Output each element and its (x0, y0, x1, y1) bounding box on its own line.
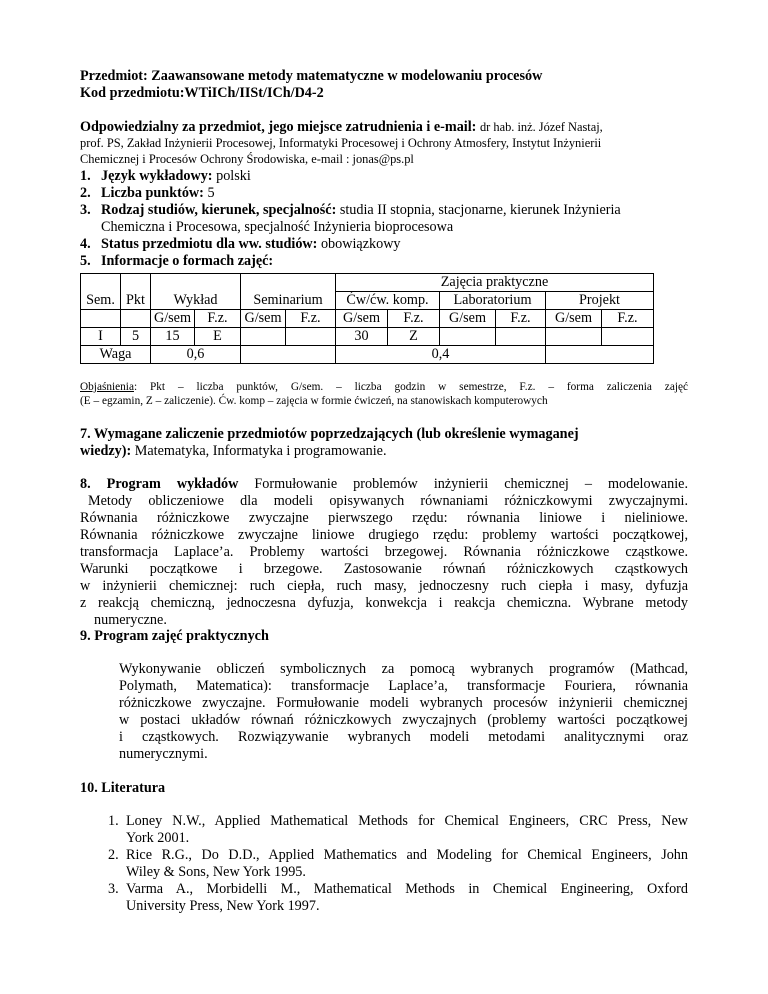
item-language: 1. Język wykładowy: polski (80, 168, 251, 184)
section-9-line-3: różniczkowe zwyczajne. Formułowanie modeli wybranych procesów inżynierii chemicznej (119, 695, 688, 711)
wyklad-fz-header: F.z. (195, 310, 241, 328)
section-8-line-7: w inżynierii chemicznej: ruch ciepła, ruch masy, jednoczesny ruch ciepła i masy, dyfuzja (80, 578, 688, 594)
ref-1-line-2: York 2001. (126, 830, 190, 846)
ref-2-num: 2. (108, 847, 119, 863)
cwiczenia-gsem-header: G/sem (336, 310, 388, 328)
seminarium-header: Seminarium (241, 292, 336, 310)
explanation-line-2: (E – egzamin, Z – zaliczenie). Ćw. komp – zajęcia w formie ćwiczeń, na stanowiskach komputerowych (80, 395, 548, 407)
section-10-heading: 10. Literatura (80, 780, 166, 796)
ref-3-num: 3. (108, 881, 119, 897)
section-9-line-5: i cząstkowych. Rozwiązywanie wybranych modeli metodami analitycznymi oraz (119, 729, 688, 745)
item-study-type: 3. Rodzaj studiów, kierunek, specjalność: studia II stopnia, stacjonarne, kierunek Inżynieria (80, 202, 621, 218)
waga-label: Waga (81, 346, 151, 364)
explanation-line-1: : Pkt – liczba punktów, G/sem. – liczba godzin w semestrze, F.z. – forma zaliczenia zajęć (133, 381, 688, 393)
section-9-line-2: Polymath, Matematica): transformacje Laplace’a, transformacje Fouriera, równania (119, 678, 688, 694)
section-9-line-4: w postaci układów równań różniczkowych zwyczajnych (problemy wartości początkowej (119, 712, 688, 728)
explanation-label: Objaśnienia (80, 381, 134, 393)
row-pkt: 5 (121, 328, 151, 346)
ref-1-line-1: Loney N.W., Applied Mathematical Methods for Chemical Engineers, CRC Press, New (126, 813, 688, 829)
ref-2-line-2: Wiley & Sons, New York 1995. (126, 864, 306, 880)
section-8-line-9: numeryczne. (94, 612, 167, 628)
wyklad-header: Wykład (151, 292, 241, 310)
row-sem: I (81, 328, 121, 346)
practical-header: Zajęcia praktyczne (336, 274, 654, 292)
sem-header: Sem. (81, 292, 121, 310)
responsible-line-1 (80, 119, 603, 136)
section-8-line-8: z reakcją chemiczną, jednoczesna dyfuzja, konwekcja i reakcja chemiczna. Wybrane metody (80, 595, 688, 611)
section-9-line-6: numerycznymi. (119, 746, 208, 762)
section-8-line-5: transformacja Laplace’a. Problemy wartości brzegowej. Równania różniczkowe cząstkowe. (80, 544, 688, 560)
laboratorium-gsem-header: G/sem (440, 310, 496, 328)
ref-2-line-1: Rice R.G., Do D.D., Applied Mathematics and Modeling for Chemical Engineers, John (126, 847, 688, 863)
item-status: 4. Status przedmiotu dla ww. studiów: obowiązkowy (80, 236, 401, 252)
responsible-line-2: prof. PS, Zakład Inżynierii Procesowej, Informatyki Procesowej i Ochrony Atmosfery, Instytut Inżynierii (80, 136, 602, 150)
section-8-line-2: Metody obliczeniowe dla modeli opisywanych równaniami różniczkowymi zwyczajnymi. (88, 493, 688, 509)
responsible-name: dr hab. inż. Józef Nastaj, (479, 120, 603, 134)
cwiczenia-header: Ćw/ćw. komp. (336, 292, 440, 310)
section-8-line-1: 8. Program wykładów Formułowanie problemów inżynierii chemicznej – modelowanie. (80, 476, 688, 492)
cwiczenia-fz-header: F.z. (388, 310, 440, 328)
seminarium-fz-header: F.z. (286, 310, 336, 328)
section-8-line-4: Równania różniczkowe zwyczajne liniowe drugiego rzędu: problemy wartości początkowej, (80, 527, 688, 543)
waga-practical: 0,4 (336, 346, 546, 364)
wyklad-gsem: 15 (151, 328, 195, 346)
responsible-label: Odpowiedzialny za przedmiot, jego miejsce zatrudnienia i e-mail: (80, 119, 477, 135)
section-8-line-6: Warunki początkowe i brzegowe. Zastosowanie równań różniczkowych cząstkowych (80, 561, 688, 577)
section-8-line-3: Równania różniczkowe zwyczajne pierwszego rzędu: równania liniowe i nieliniowe. (80, 510, 688, 526)
cwiczenia-fz: Z (388, 328, 440, 346)
ref-3-line-1: Varma A., Morbidelli M., Mathematical Methods in Chemical Engineering, Oxford (126, 881, 688, 897)
subject-title: Przedmiot: Zaawansowane metody matematyczne w modelowaniu procesów (80, 68, 543, 84)
item-forms: 5. Informacje o formach zajęć: (80, 253, 274, 269)
section-7-line-2: wiedzy): Matematyka, Informatyka i programowanie. (80, 443, 387, 459)
projekt-gsem-header: G/sem (546, 310, 602, 328)
section-9-line-1: Wykonywanie obliczeń symbolicznych za pomocą wybranych programów (Mathcad, (119, 661, 688, 677)
item-study-type-cont: Chemiczna i Procesowa, specjalność Inżynieria bioprocesowa (101, 219, 454, 235)
section-8-heading: 8. Program wykładów (80, 476, 239, 492)
seminarium-gsem-header: G/sem (241, 310, 286, 328)
projekt-header: Projekt (546, 292, 654, 310)
laboratorium-fz-header: F.z. (496, 310, 546, 328)
waga-wyklad: 0,6 (151, 346, 241, 364)
pkt-header: Pkt (121, 292, 151, 310)
classes-table (80, 273, 654, 364)
course-code: Kod przedmiotu:WTiICh/IISt/ICh/D4-2 (80, 85, 324, 101)
wyklad-gsem-header: G/sem (151, 310, 195, 328)
cwiczenia-gsem: 30 (336, 328, 388, 346)
wyklad-fz: E (195, 328, 241, 346)
responsible-line-3: Chemicznej i Procesów Ochrony Środowiska, e-mail : jonas@ps.pl (80, 152, 414, 166)
section-9-heading: 9. Program zajęć praktycznych (80, 628, 269, 644)
laboratorium-header: Laboratorium (440, 292, 546, 310)
projekt-fz-header: F.z. (602, 310, 654, 328)
section-7-heading: 7. Wymagane zaliczenie przedmiotów poprzedzających (lub określenie wymaganej (80, 426, 579, 442)
explanation (80, 380, 688, 395)
ref-3-line-2: University Press, New York 1997. (126, 898, 320, 914)
item-points: 2. Liczba punktów: 5 (80, 185, 215, 201)
ref-1-num: 1. (108, 813, 119, 829)
